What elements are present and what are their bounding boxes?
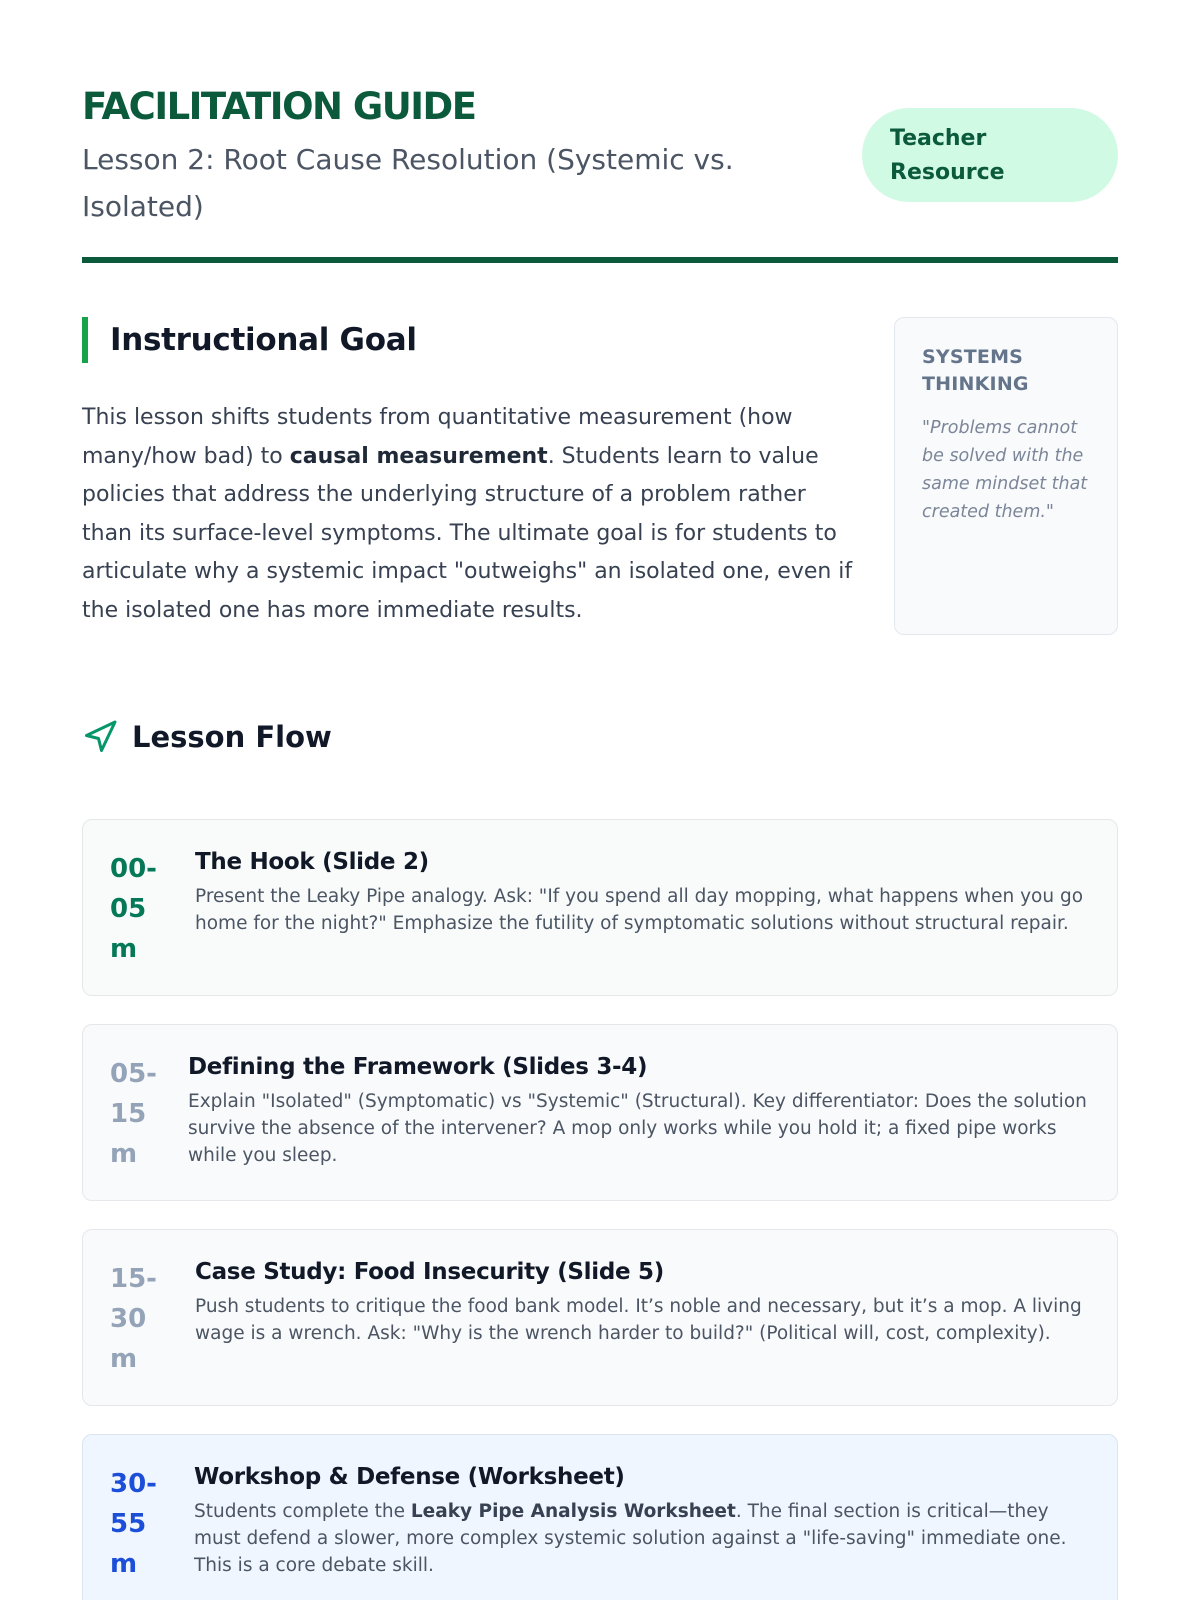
accent-bar bbox=[82, 317, 88, 363]
flow-item-hook bbox=[82, 819, 1118, 996]
lesson-flow-list bbox=[82, 819, 1118, 1600]
teacher-resource-badge: Teacher Resource bbox=[862, 108, 1118, 202]
time-range-start: 00- bbox=[110, 854, 157, 884]
flow-item-body bbox=[188, 1050, 1089, 1174]
flow-item-case-study bbox=[82, 1229, 1118, 1406]
time-range bbox=[110, 849, 170, 969]
flow-item-title: Case Study: Food Insecurity (Slide 5) bbox=[195, 1259, 664, 1285]
page-title: FACILITATION GUIDE bbox=[82, 85, 476, 128]
time-range-end: 05m bbox=[110, 894, 147, 964]
lesson-flow-title: Lesson Flow bbox=[132, 720, 332, 754]
time-range-start: 30- bbox=[110, 1469, 157, 1499]
instructional-goal-text bbox=[82, 399, 857, 630]
instructional-goal-section bbox=[82, 317, 1118, 642]
page-header bbox=[82, 0, 1118, 263]
flow-item-time bbox=[110, 1255, 195, 1379]
flow-item-description: Explain "Isolated" (Symptomatic) vs "Systemic" (Structural). Key differentiator: Does the solution survive the absence of the intervener? A mop only works while you hold it; a fixed pipe works while you sleep. bbox=[188, 1091, 1087, 1166]
flow-item-title: Defining the Framework (Slides 3-4) bbox=[188, 1054, 648, 1080]
desc-bold: Leaky Pipe Analysis Worksheet bbox=[410, 1501, 736, 1522]
lesson-subtitle: Lesson 2: Root Cause Resolution (Systemic vs. Isolated) bbox=[82, 143, 734, 223]
flow-item-time bbox=[110, 1460, 194, 1584]
flow-item-time bbox=[110, 845, 195, 969]
instructional-goal-title: Instructional Goal bbox=[110, 322, 417, 358]
lesson-flow-heading bbox=[82, 717, 1118, 757]
systems-thinking-label: SYSTEMS THINKING bbox=[922, 346, 1029, 395]
flow-item-body bbox=[195, 845, 1089, 969]
goal-text-part-2: . Students learn to value policies that address the underlying structure of a problem rather than its surface-level symptoms. The ultimate goal is for students to articulate why a systemic impact "outweighs" an isolated one, even if the isolated one has more immediate results. bbox=[82, 443, 853, 623]
time-range-start: 15- bbox=[110, 1264, 157, 1294]
systems-thinking-card bbox=[894, 317, 1118, 635]
flow-item-title: Workshop & Defense (Worksheet) bbox=[194, 1464, 625, 1490]
time-range-end: 30m bbox=[110, 1304, 147, 1374]
time-range bbox=[110, 1054, 170, 1174]
time-range bbox=[110, 1259, 170, 1379]
flow-item-title: The Hook (Slide 2) bbox=[195, 849, 429, 875]
desc-part-2: . The final section is critical—they must defend a slower, more complex systemic solution against a "life-saving" immediate one. This is a core debate skill. bbox=[194, 1501, 1067, 1576]
flow-item-description: Present the Leaky Pipe analogy. Ask: "If you spend all day mopping, what happens when you go home for the night?" Emphasize the futility of symptomatic solutions without structural repair. bbox=[195, 886, 1084, 934]
flow-item-description: Push students to critique the food bank model. It’s noble and necessary, but it’s a mop. A living wage is a wrench. Ask: "Why is the wrench harder to build?" (Political will, cost, complexity). bbox=[195, 1296, 1082, 1344]
flow-item-description bbox=[194, 1498, 1089, 1579]
flow-item-workshop bbox=[82, 1434, 1118, 1600]
desc-part-1: Students complete the bbox=[194, 1501, 411, 1522]
goal-text-bold: causal measurement bbox=[289, 443, 548, 469]
flow-item-body bbox=[194, 1460, 1089, 1584]
flow-item-body bbox=[195, 1255, 1089, 1379]
time-range-end: 15m bbox=[110, 1099, 147, 1169]
flow-item-framework bbox=[82, 1024, 1118, 1201]
time-range-start: 05- bbox=[110, 1059, 157, 1089]
flow-item-time bbox=[110, 1050, 188, 1174]
time-range bbox=[110, 1464, 170, 1584]
time-range-end: 55m bbox=[110, 1509, 147, 1579]
send-arrow-icon bbox=[82, 719, 118, 755]
systems-thinking-quote: "Problems cannot be solved with the same mindset that created them." bbox=[922, 418, 1088, 522]
goal-text-part-1: This lesson shifts students from quantitative measurement (how many/how bad) to bbox=[82, 405, 793, 469]
